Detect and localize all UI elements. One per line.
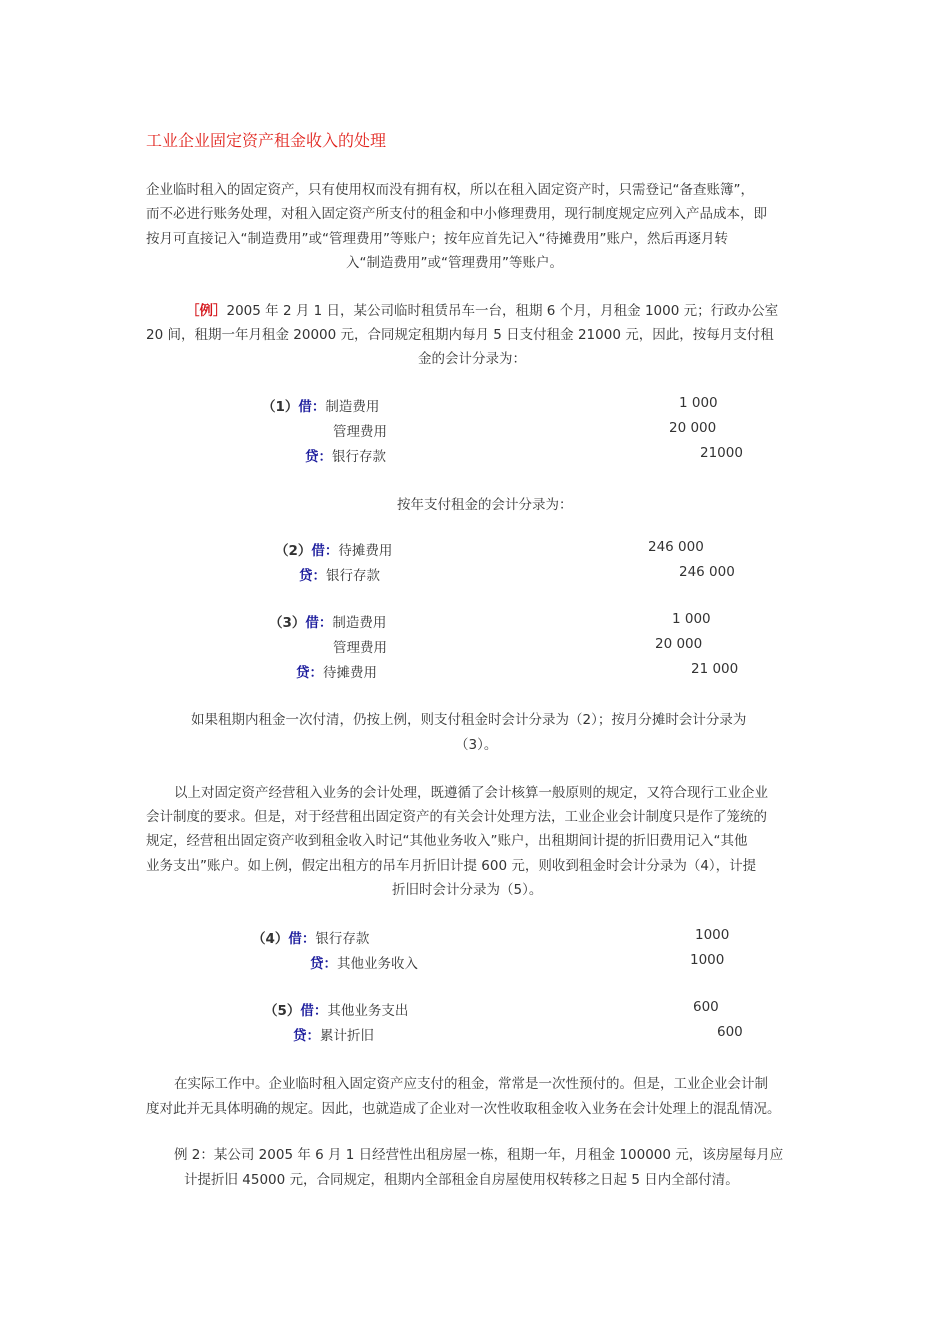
p2-line1-text: 2005 年 2 月 1 日，某公司临时租赁吊车一台，租期 6 个月，月租金 1000 元；行政办公室: [226, 303, 779, 319]
p5-line2: 会计制度的要求。但是，对于经营租出固定资产的有关会计处理方法，工业企业会计制度只是作了笼统的: [146, 809, 767, 825]
p4-line1: 如果租期内租金一次付清，仍按上例，则支付租金时会计分录为（2）；按月分摊时会计分录为: [191, 712, 747, 728]
entry2-line2-account: 银行存款: [326, 568, 380, 584]
example-tag: ［例］: [186, 303, 227, 319]
entry3-debit-label: 借：: [305, 615, 333, 631]
entry5-number: （5）: [264, 1003, 301, 1019]
entry4-line1-account: 银行存款: [315, 931, 370, 947]
p1-line3: 按月可直接记入“制造费用”或“管理费用”等账户；按年应首先记入“待摊费用”账户，然后再逐月转: [146, 231, 728, 247]
entry2-line1-amount: 246 000: [648, 539, 704, 555]
p5-line1: 以上对固定资产经营租入业务的会计处理，既遵循了会计核算一般原则的规定，又符合现行工业企业: [174, 785, 768, 801]
entry2-credit-label: 贷：: [299, 568, 326, 584]
entry3-line3-account: 待摊费用: [323, 665, 377, 681]
p3-text: 按年支付租金的会计分录为：: [397, 497, 573, 513]
p7-line1: 例 2：某公司 2005 年 6 月 1 日经营性出租房屋一栋，租期一年，月租金 100000 元，该房屋每月应: [174, 1147, 784, 1163]
entry1-line2-account: 管理费用: [333, 424, 387, 440]
entry1-credit-label: 贷：: [305, 449, 332, 465]
entry3-line3-amount: 21 000: [691, 661, 739, 677]
p2-line1: [186, 299, 778, 319]
entry3-line2-account: 管理费用: [333, 640, 387, 656]
entry3-number: （3）: [269, 615, 306, 631]
entry5-line1-account: 其他业务支出: [327, 1003, 409, 1019]
entry3-line1-account: 制造费用: [332, 615, 387, 631]
entry1-line3-account: 银行存款: [332, 449, 386, 465]
entry5-credit-label: 贷：: [293, 1028, 320, 1044]
entry1-number: （1）: [262, 399, 299, 415]
entry5-debit-row: [264, 999, 408, 1019]
entry1-credit-row: [305, 445, 386, 465]
entry2-credit-row: [299, 564, 380, 584]
entry4-debit-label: 借：: [288, 931, 316, 947]
entry1-line1-amount: 1 000: [679, 395, 718, 411]
entry4-credit-label: 贷：: [310, 956, 337, 972]
entry2-debit-row: [275, 539, 392, 559]
p2-line2: 20 间，租期一年月租金 20000 元，合同规定租期内每月 5 日支付租金 21000 元，因此，按每月支付租: [146, 327, 774, 343]
entry4-line2-amount: 1000: [690, 952, 725, 968]
entry5-line2-account: 累计折旧: [320, 1028, 374, 1044]
entry5-credit-row: [293, 1024, 374, 1044]
entry3-line2-amount: 20 000: [655, 636, 703, 652]
entry5-line1-amount: 600: [693, 999, 719, 1015]
entry4-line1-amount: 1000: [695, 927, 730, 943]
p6-line2: 度对此并无具体明确的规定。因此，也就造成了企业对一次性收取租金收入业务在会计处理上的混乱情况。: [146, 1101, 781, 1117]
entry3-credit-label: 贷：: [296, 665, 323, 681]
p2-line3: 金的会计分录为：: [418, 351, 526, 367]
entry3-credit-row: [296, 661, 377, 681]
entry1-line2-amount: 20 000: [669, 420, 717, 436]
entry4-number: （4）: [252, 931, 289, 947]
p7-line2: 计提折旧 45000 元，合同规定，租期内全部租金自房屋使用权转移之日起 5 日内全部付清。: [184, 1172, 739, 1188]
entry2-number: （2）: [275, 543, 312, 559]
p5-line5: 折旧时会计分录为（5）。: [392, 882, 543, 898]
entry2-line2-amount: 246 000: [679, 564, 735, 580]
p4-line2: （3）。: [455, 737, 498, 753]
entry4-debit-row: [252, 927, 369, 947]
entry2-line1-account: 待摊费用: [338, 543, 393, 559]
entry4-credit-row: [310, 952, 418, 972]
entry5-line2-amount: 600: [717, 1024, 743, 1040]
p1-line2: 而不必进行账务处理，对租入固定资产所支付的租金和中小修理费用，现行制度规定应列入产品成本，即: [146, 206, 767, 222]
p6-line1: 在实际工作中。企业临时租入固定资产应支付的租金，常常是一次性预付的。但是，工业企业会计制: [174, 1076, 768, 1092]
entry5-debit-label: 借：: [300, 1003, 328, 1019]
entry1-debit-row: [262, 395, 379, 415]
entry3-line1-amount: 1 000: [672, 611, 711, 627]
entry4-line2-account: 其他业务收入: [337, 956, 418, 972]
p1-line4: 入“制造费用”或“管理费用”等账户。: [346, 255, 563, 271]
p5-line4: 业务支出”账户。如上例，假定出租方的吊车月折旧计提 600 元，则收到租金时会计分录为（4），计提: [146, 858, 757, 874]
entry3-debit-row: [269, 611, 386, 631]
p5-line3: 规定，经营租出固定资产收到租金收入时记“其他业务收入”账户，出租期间计提的折旧费用记入“其他: [146, 833, 748, 849]
entry1-line1-account: 制造费用: [325, 399, 380, 415]
entry2-debit-label: 借：: [311, 543, 339, 559]
entry1-debit-label: 借：: [298, 399, 326, 415]
p1-line1: 企业临时租入的固定资产，只有使用权而没有拥有权，所以在租入固定资产时，只需登记“备查账簿”，: [146, 182, 754, 198]
entry1-line3-amount: 21000: [700, 445, 743, 461]
page-title: 工业企业固定资产租金收入的处理: [146, 131, 387, 150]
